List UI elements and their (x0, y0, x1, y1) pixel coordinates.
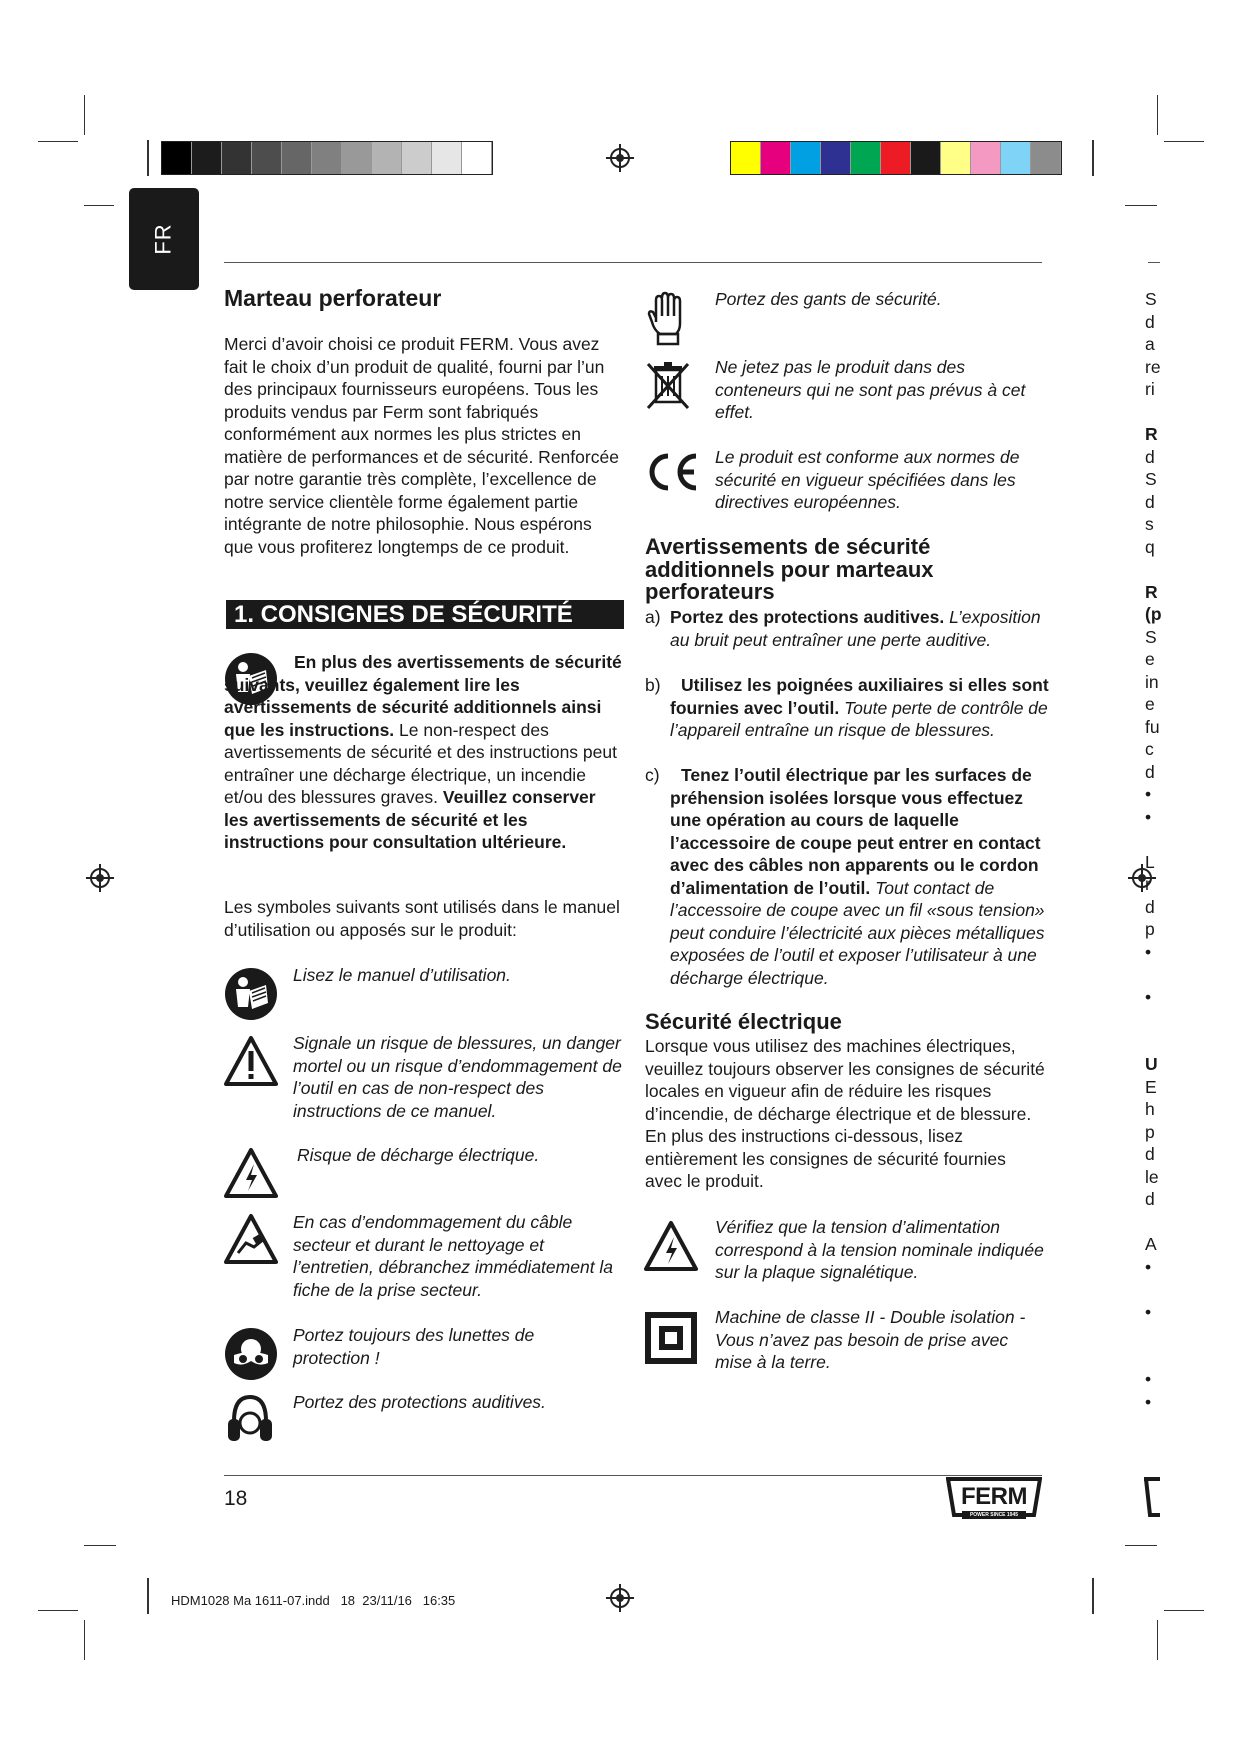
edge-fragment (1145, 558, 1165, 581)
edge-fragment (1145, 1278, 1165, 1301)
color-swatch (402, 142, 432, 174)
crop-mark (38, 141, 78, 142)
footer-rule (224, 1475, 1042, 1476)
edge-fragment: p (1145, 919, 1155, 939)
color-swatch (821, 142, 851, 174)
color-swatch (372, 142, 402, 174)
edge-fragment: A (1145, 1234, 1157, 1254)
edge-fragment (1145, 963, 1165, 986)
color-swatch (462, 142, 492, 174)
item-bold: Tenez l’outil électrique par les surfaces de préhension isolées lorsque vous effectuez une opération au cours de laquelle l’accessoire de coupe peut entrer en contact avec des câbles non apparents ou le cordon d’alimentation de l’outil. (670, 765, 1041, 898)
crop-mark (1125, 205, 1157, 206)
edge-fragment: q (1145, 536, 1155, 557)
electrical-safety-paragraph: Lorsque vous utilisez des machines électriques, veuillez toujours observer les consignes de sécurité locales en vigueur afin de réduire les risques d’incendie, de décharge électrique et de blessure. En plus des instructions ci-dessous, lisez entièrement les consignes de sécurité fournies avec le produit. (645, 1036, 1045, 1191)
item-label: a) (645, 607, 661, 627)
color-swatch (1031, 142, 1061, 174)
crop-mark (1092, 140, 1094, 176)
item-label: c) (645, 765, 660, 785)
section-heading: 1. CONSIGNES DE SÉCURITÉ (226, 600, 624, 629)
crop-mark (1164, 1610, 1204, 1611)
edge-fragment: p (1145, 1121, 1155, 1142)
item-italic: Toute perte de contrôle de l’appareil entraîne un risque de blessures. (670, 697, 1048, 740)
warning-normal-text: Le non-respect des avertissements de sécurité et des instructions peut entraîner une décharge électrique, un incendie et/ou des blessures graves. (224, 719, 617, 807)
edge-fragment: ri (1145, 379, 1155, 399)
ferm-logo (946, 1477, 1042, 1521)
additional-item-b (645, 674, 1055, 742)
color-swatch (222, 142, 252, 174)
crop-mark (1164, 141, 1204, 142)
symbol-text: Portez des protections auditives. (293, 1392, 546, 1412)
additional-item-a (645, 606, 1055, 651)
color-swatch (252, 142, 282, 174)
crop-mark (147, 140, 149, 176)
manual-icon (224, 967, 278, 1021)
edge-fragment: • (1145, 784, 1152, 804)
edge-fragment: e (1145, 649, 1155, 669)
ferm-logo-text: FERM (961, 1483, 1027, 1510)
color-swatch (971, 142, 1001, 174)
class-ii-icon (645, 1312, 697, 1364)
item-label: b) (645, 675, 661, 695)
crop-mark (1157, 95, 1158, 135)
item-italic: L’exposition au bruit peut entraîner une perte auditive. (670, 607, 1041, 650)
edge-fragment: d (1145, 491, 1155, 512)
edge-fragment: • (1145, 1391, 1152, 1412)
edge-fragment: d (1145, 1144, 1155, 1164)
edge-fragment: le (1145, 1166, 1159, 1187)
symbol-text: Signale un risque de blessures, un danger mortel ou un risque d’endommagement de l’outil en cas de non-respect des instructions de ce manuel. (293, 1033, 622, 1121)
crop-mark (84, 205, 114, 206)
language-tab: FR (129, 188, 199, 290)
edge-fragment: d (1145, 446, 1155, 467)
print-info: HDM1028 Ma 1611-07.indd 18 23/11/16 16:35 (171, 1593, 456, 1608)
edge-fragment: (p (1145, 604, 1162, 624)
symbol-text: Lisez le manuel d’utilisation. (293, 965, 511, 985)
ferm-logo-tagline: POWER SINCE 1945 (969, 1512, 1019, 1518)
color-swatch (791, 142, 821, 174)
crop-mark (84, 1620, 85, 1660)
item-italic: Tout contact de l’accessoire de coupe avec un fil «sous tension» peut conduire l’électricité aux pièces métalliques exposées de l’outil et exposer l’utilisateur à une décharge électrique. (670, 877, 1045, 988)
voltage-check-icon (644, 1220, 698, 1272)
edge-fragment: • (1145, 986, 1152, 1007)
edge-fragment: re (1145, 356, 1161, 377)
edge-fragment (1145, 1008, 1165, 1031)
unplug-icon (224, 1213, 278, 1265)
color-swatch (162, 142, 192, 174)
edge-fragment: E (1145, 1076, 1157, 1097)
edge-fragment: S (1145, 289, 1157, 309)
edge-fragment: c (1145, 739, 1154, 759)
edge-fragment: • (1145, 806, 1152, 827)
next-page-edge (1145, 288, 1165, 1413)
edge-fragment: fu (1145, 716, 1160, 737)
edge-fragment: • (1145, 1301, 1152, 1322)
edge-fragment: e (1145, 694, 1155, 714)
edge-fragment: h (1145, 1099, 1155, 1119)
electrical-safety-heading: Sécurité électrique (645, 1009, 842, 1034)
symbol-text: En cas d’endommagement du câble secteur et durant le nettoyage et l’entretien, débranchez immédiatement la fiche de la prise secteur. (293, 1212, 614, 1300)
edge-fragment: S (1145, 626, 1157, 647)
additional-item-c (645, 764, 1055, 989)
color-swatch (881, 142, 911, 174)
page-title: Marteau perforateur (224, 285, 442, 311)
color-swatch (1001, 142, 1031, 174)
registration-mark-icon (606, 144, 634, 172)
warning-triangle-icon (224, 1035, 278, 1087)
edge-fragment: U (1145, 1054, 1158, 1074)
edge-fragment: R (1145, 581, 1158, 602)
symbol-text: Machine de classe II - Double isolation - Vous n’avez pas besoin de prise avec mise à la terre. (715, 1307, 1026, 1372)
registration-mark-icon (606, 1584, 634, 1612)
crop-mark (1125, 1545, 1157, 1546)
item-bold: Utilisez les poignées auxiliaires si elles sont fournies avec l’outil. (670, 675, 1049, 718)
electric-shock-icon (224, 1147, 278, 1199)
safety-warning-paragraph (224, 651, 624, 854)
symbol-text: Portez des gants de sécurité. (715, 289, 942, 309)
edge-logo-fragment (1142, 1477, 1160, 1517)
symbol-text: Vérifiez que la tension d’alimentation correspond à la tension nominale indiquée sur la plaque signalétique. (715, 1217, 1044, 1282)
edge-fragment: L (1145, 851, 1155, 872)
item-bold: Portez des protections auditives. (670, 607, 945, 627)
process-color-bar (730, 141, 1062, 175)
color-swatch (192, 142, 222, 174)
intro-paragraph: Merci d’avoir choisi ce produit FERM. Vous avez fait le choix d’un produit de qualité, fourni par l’un des principaux fournisseurs européens. Tous les produits vendus par Ferm sont fabriqués conformément aux normes les plus strictes en matière de performances et de sécurité. Renforcée par notre garantie très complète, l’excellence de notre service clientèle forme également partie intégrante de notre philosophie. Nous espérons que vous profiterez longtemps de ce produit. (224, 334, 619, 557)
color-swatch (282, 142, 312, 174)
crop-mark (38, 1610, 78, 1611)
edge-fragment (1145, 1031, 1165, 1054)
edge-fragment (1145, 1211, 1165, 1234)
edge-fragment: S (1145, 469, 1157, 489)
registration-mark-icon (86, 864, 114, 892)
edge-fragment: • (1145, 941, 1152, 962)
color-swatch (911, 142, 941, 174)
symbol-text: Le produit est conforme aux normes de sécurité en vigueur spécifiées dans les directives européennes. (715, 447, 1020, 512)
grayscale-color-bar (161, 141, 493, 175)
goggles-icon (224, 1327, 278, 1381)
edge-fragment (1145, 1323, 1165, 1346)
edge-fragment (1145, 401, 1165, 424)
ce-mark-icon (644, 452, 700, 492)
edge-fragment: a (1145, 334, 1155, 354)
edge-fragment: r (1145, 874, 1151, 894)
edge-fragment: d (1145, 761, 1155, 782)
color-swatch (312, 142, 342, 174)
warning-bold-text: En plus des avertissements de sécurité suivants, veuillez également lire les avertissements de sécurité additionnels ainsi que les instructions. (224, 652, 622, 740)
crop-mark (147, 1578, 149, 1614)
crop-mark (84, 95, 85, 135)
edge-fragment: d (1145, 311, 1155, 332)
additional-warnings-heading: Avertissements de sécurité additionnels pour marteaux perforateurs (645, 534, 934, 604)
edge-fragment: R (1145, 424, 1158, 444)
weee-bin-icon (644, 360, 692, 410)
color-swatch (941, 142, 971, 174)
symbol-text: Risque de décharge électrique. (297, 1145, 540, 1165)
edge-fragment: in (1145, 671, 1159, 692)
color-swatch (342, 142, 372, 174)
symbols-intro: Les symboles suivants sont utilisés dans le manuel d’utilisation ou apposés sur le produit: (224, 897, 620, 940)
symbol-text: Portez toujours des lunettes de protection ! (293, 1325, 535, 1368)
color-swatch (432, 142, 462, 174)
symbol-text: Ne jetez pas le produit dans des conteneurs qui ne sont pas prévus à cet effet. (715, 357, 1026, 422)
warning-bold-text-2: Veuillez conserver les avertissements de sécurité et les instructions pour consultation ultérieure. (224, 787, 596, 852)
color-swatch (851, 142, 881, 174)
edge-fragment: d (1145, 896, 1155, 917)
color-swatch (761, 142, 791, 174)
gloves-icon (646, 290, 690, 346)
crop-mark (84, 1545, 116, 1546)
edge-fragment: s (1145, 514, 1154, 534)
edge-fragment: • (1145, 1369, 1152, 1389)
ear-protection-icon (224, 1393, 276, 1449)
page-number: 18 (224, 1487, 248, 1510)
edge-fragment (1145, 828, 1165, 851)
header-rule (224, 262, 1042, 263)
crop-mark (1157, 1620, 1158, 1660)
crop-mark (1092, 1578, 1094, 1614)
edge-rule (1148, 262, 1160, 263)
edge-fragment (1145, 1346, 1165, 1369)
edge-fragment: d (1145, 1189, 1155, 1209)
edge-fragment: • (1145, 1256, 1152, 1277)
color-swatch (731, 142, 761, 174)
